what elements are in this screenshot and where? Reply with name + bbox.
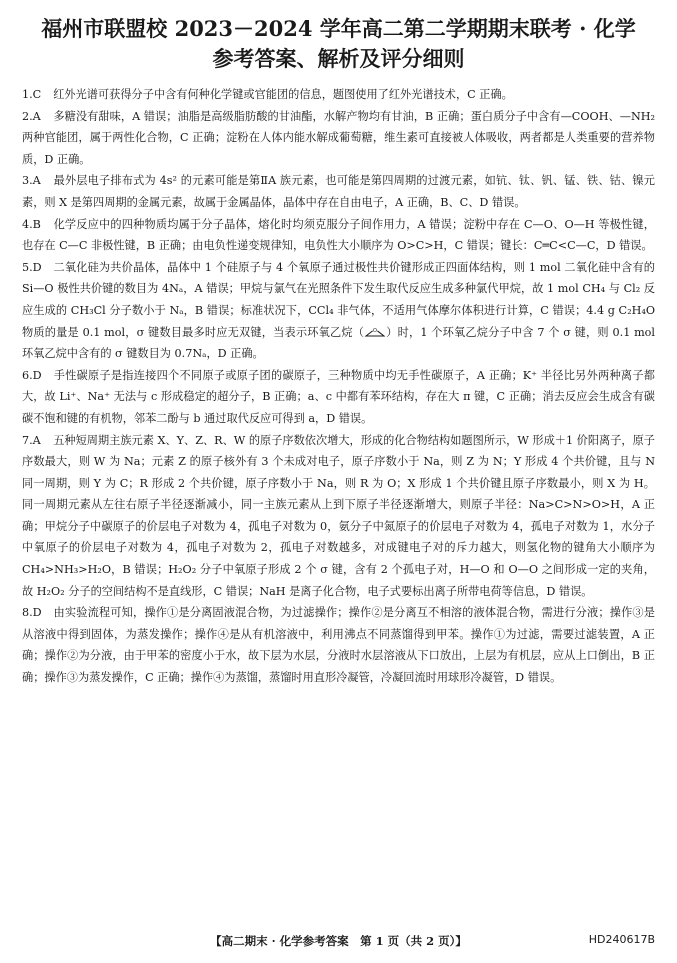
answer-item-3 (22, 170, 655, 213)
answer-explanation: 最外层电子排布式为 4s² 的元素可能是第ⅡA 族元素，也可能是第四周期的过渡元素，如钪、钛、钒、锰、铁、钴、镍元素，则 X 是第四周期的金属元素，故属于金属晶体，晶体中存在自由电子，A 正确，B、C、D 错误。 (22, 174, 655, 209)
footer-page-info: 【高二期末 · 化学参考答案 第 1 页（共 2 页）】 (210, 934, 467, 948)
answer-item-7 (22, 430, 655, 603)
answer-number: 2.A (22, 109, 41, 123)
answer-number: 5.D (22, 260, 42, 274)
answer-number: 3.A (22, 174, 41, 188)
document-subtitle: 参考答案、解析及评分细则 (212, 46, 465, 71)
answer-number: 7.A (22, 433, 41, 447)
answer-number: 1.C (22, 88, 42, 101)
answer-item-6 (22, 365, 655, 430)
answer-list (22, 84, 655, 689)
epoxyethane-structure-icon (364, 327, 386, 338)
svg-text:O: O (373, 328, 378, 335)
answer-explanation: 化学反应中的四种物质均属于分子晶体，熔化时均须克服分子间作用力，A 错误；淀粉中存在 C—O、O—H 等极性键，也存在 C—C 非极性键，B 正确；由电负性递变规律知，电负性大小顺序为 O>C>H，C 错误；键长：C═C<C—C，D 错误。 (22, 217, 655, 253)
answer-number: 8.D (22, 606, 42, 620)
answer-explanation: 红外光谱可获得分子中含有何种化学键或官能团的信息，题图使用了红外光谱技术，C 正确。 (53, 88, 513, 101)
answer-item-8 (22, 602, 655, 688)
answer-item-1 (22, 84, 655, 106)
answer-explanation: 二氧化硅为共价晶体，晶体中 1 个硅原子与 4 个氧原子通过极性共价键形成正四面体结构，则 1 mol 二氧化硅中含有的 Si—O 极性共价键的数目为 4Nₐ，A 错误；甲烷与氯气在光照条件下发生取代反应生成多种氯代甲烷，故 1 mol CH₄ 与 Cl₂ 反应生成的 CH₃Cl 分子数小于 Nₐ，B 错误；标准状况下，CCl₄ 非气体，不适用气体摩尔体积进行计算，C 错误；4.4 g C₂H₄O 物质的量是 0.1 mol，σ 键数目最多时应无双键，当表示环氧乙烷（ (22, 260, 655, 339)
answer-item-4 (22, 214, 655, 257)
answer-explanation: 由实验流程可知，操作①是分离固液混合物，为过滤操作；操作②是分离互不相溶的液体混合物，需进行分液；操作③是从溶液中得到固体，为蒸发操作；操作④是从有机溶液中，利用沸点不同蒸馏得到甲苯。操作①为过滤，需要过滤装置，A 正确；操作②为分液，由于甲苯的密度小于水，故下层为水层，分液时水层溶液从下口放出，上层为有机层，应从上口倒出，B 正确；操作③为蒸发操作，C 正确；操作④为蒸馏，蒸馏时用直形冷凝管，冷凝回流时用球形冷凝管，D 错误。 (22, 606, 655, 685)
document-title: 福州市联盟校 2023－2024 学年高二第二学期期末联考 · 化学 (41, 16, 636, 41)
answer-number: 6.D (22, 368, 42, 382)
footer-document-code: HD240617B (588, 933, 655, 946)
answer-number: 4.B (22, 217, 41, 231)
answer-item-2 (22, 106, 655, 171)
answer-explanation: 五种短周期主族元素 X、Y、Z、R、W 的原子序数依次增大，形成的化合物结构如题图所示，W 形成＋1 价阳离子，原子序数最大，则 W 为 Na；元素 Z 的原子核外有 3 个未成对电子，原子序数小于 Na，则 Z 为 N；Y 形成 4 个共价键，且与 N 同一周期，则 Y 为 C；R 形成 2 个共价键，原子序数小于 Na，则 R 为 O；X 形成 1 个共价键且原子序数最小，则 X 为 H。同一周期元素从左往右原子半径逐渐减小，同一主族元素从上到下原子半径逐渐增大，则原子半径：Na>C>N>O>H，A 正确；甲烷分子中碳原子的价层电子对数为 4，孤电子对数为 0，氨分子中氮原子的价层电子对数为 4，孤电子对数为 1，水分子中氧原子的价层电子对数为 4，孤电子对数为 2，孤电子对数越多，对成键电子对的斥力越大，则氢化物的键角大小顺序为 CH₄>NH₃>H₂O，B 错误；H₂O₂ 分子中氧原子形成 2 个 σ 键，含有 2 个孤电子对，H—O 和 O—O 之间形成一定的夹角，故 H₂O₂ 分子的空间结构不是直线形，C 错误；NaH 是离子化合物，电子式要标出离子所带电荷等信息，D 错误。 (22, 433, 655, 598)
answer-explanation: 手性碳原子是指连接四个不同原子或原子团的碳原子，三种物质中均无手性碳原子，A 正确；K⁺ 半径比另外两种离子都大，故 Li⁺、Na⁺ 无法与 c 形成稳定的超分子，B 正确；a、c 中都有苯环结构，存在大 π 键，C 正确；消去反应会生成含有碳碳不饱和键的有机物，邻苯二酚与 b 通过取代反应可得到 a，D 错误。 (22, 368, 655, 425)
page-footer (0, 933, 677, 949)
answer-explanation: 多糖没有甜味，A 错误；油脂是高级脂肪酸的甘油酯，水解产物均有甘油，B 正确；蛋白质分子中含有—COOH、—NH₂ 两种官能团，属于两性化合物，C 正确；淀粉在人体内能水解成葡萄糖，维生素可直接被人体吸收，两者都是人类重要的营养物质，D 正确。 (22, 109, 655, 166)
answer-explanation-continued: ）时，1 个环氧乙烷分子中含 7 个 σ 键，则 0.1 mol 环氧乙烷中含有的 σ 键数目为 0.7Nₐ，D 正确。 (22, 325, 655, 361)
answer-item-5 (22, 257, 655, 365)
